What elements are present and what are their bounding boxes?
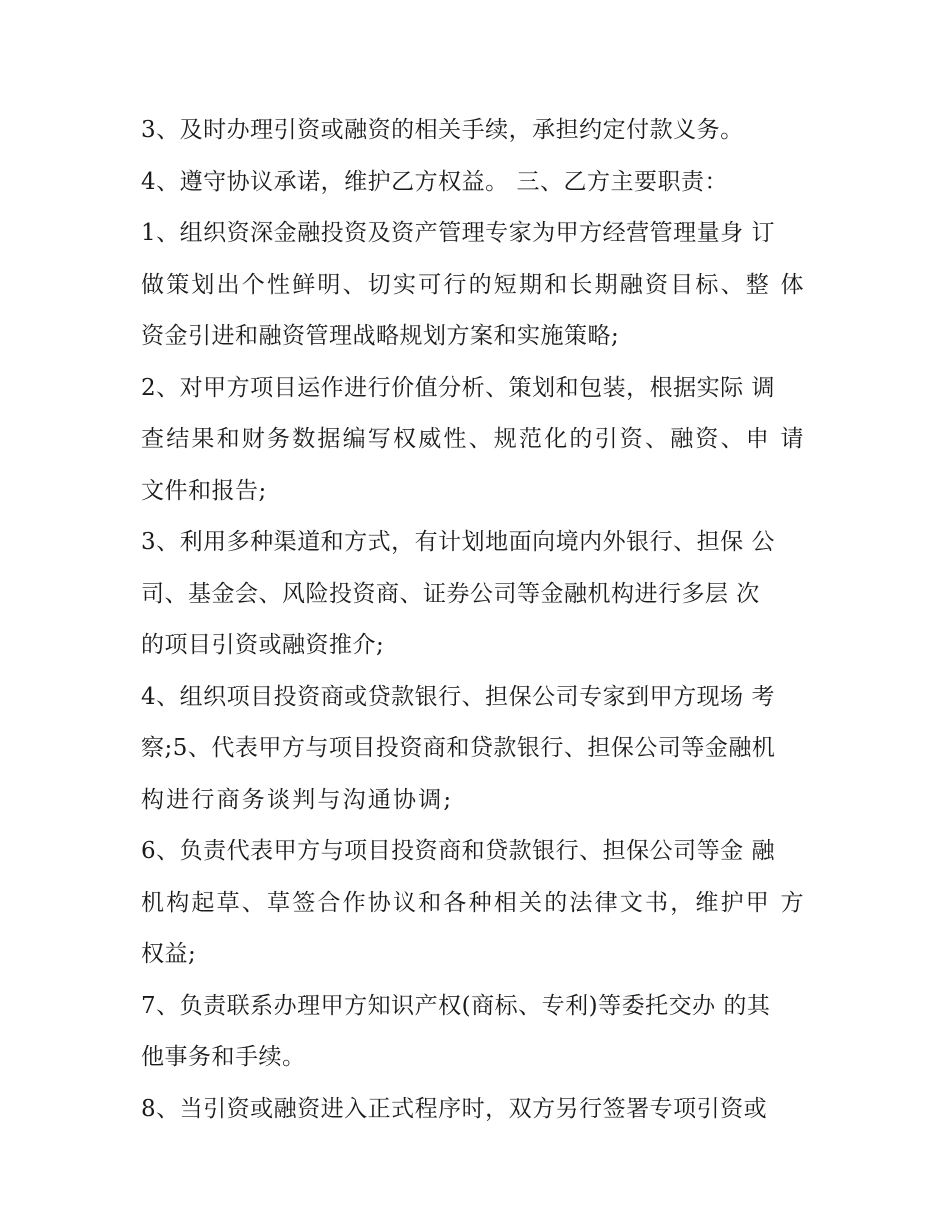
text-line-6: 2、对甲方项目运作进行价值分析、策划和包装，根据实际 调: [141, 374, 775, 401]
text-line-4: 做策划出个性鲜明、切实可行的短期和长期融资目标、整 体: [141, 271, 806, 298]
text-line-7: 查结果和财务数据编写权威性、规范化的引资、融资、申 请: [141, 426, 806, 452]
text-line-10: 司、基金会、风险投资商、证券公司等金融机构进行多层 次: [141, 580, 760, 607]
text-line-13: 察;5、代表甲方与项目投资商和贷款银行、担保公司等金融机: [141, 735, 776, 761]
text-line-16: 机构起草、草签合作协议和各种相关的法律文书，维护甲 方: [141, 889, 806, 916]
text-line-1: 3、及时办理引资或融资的相关手续，承担约定付款义务。: [141, 117, 744, 143]
text-line-3: 1、组织资深金融投资及资产管理专家为甲方经营管理量身 订: [141, 220, 775, 246]
text-line-14: 构进行商务谈判与沟通协调;: [141, 786, 454, 813]
text-line-11: 的项目引资或融资推介;: [141, 632, 385, 658]
text-line-8: 文件和报告;: [141, 477, 267, 504]
text-line-9: 3、利用多种渠道和方式，有计划地面向境内外银行、担保 公: [141, 529, 775, 555]
text-line-12: 4、组织项目投资商或贷款银行、担保公司专家到甲方现场 考: [141, 683, 775, 710]
text-line-17: 权益;: [141, 941, 197, 967]
text-line-18: 7、负责联系办理甲方知识产权(商标、专利)等委托交办 的其: [141, 992, 771, 1019]
text-line-19: 他事务和手续。: [141, 1044, 306, 1070]
document-body: [141, 105, 821, 1135]
text-line-5: 资金引进和融资管理战略规划方案和实施策略;: [141, 323, 620, 349]
text-line-2: 4、遵守协议承诺，维护乙方权益。 三、乙方主要职责：: [141, 168, 728, 195]
text-line-15: 6、负责代表甲方与项目投资商和贷款银行、担保公司等金 融: [141, 838, 775, 864]
text-line-20: 8、当引资或融资进入正式程序时，双方另行签署专项引资或: [141, 1095, 768, 1122]
